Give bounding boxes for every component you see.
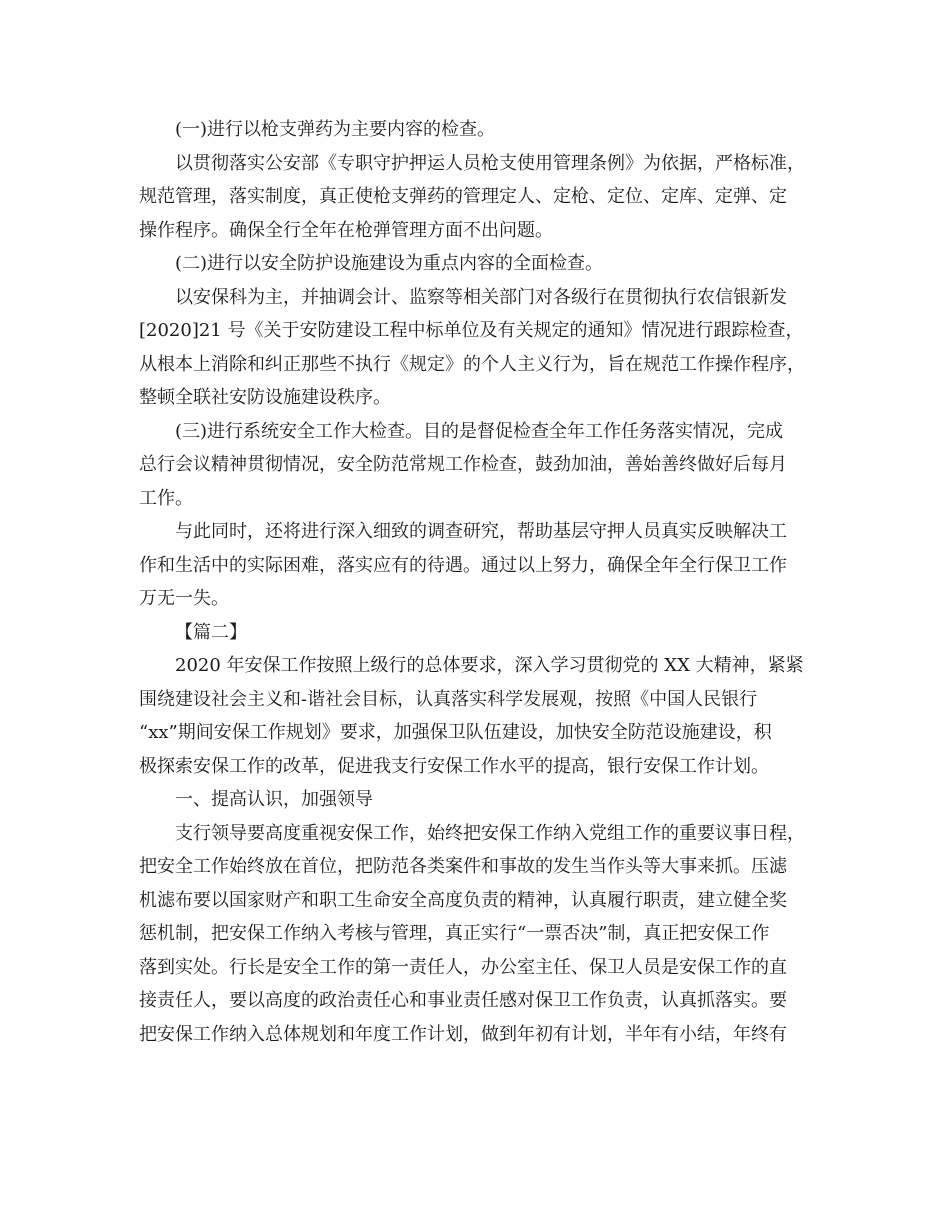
text-line: 以贯彻落实公安部《专职守护押运人员枪支使用管理条例》为依据，严格标准， [175, 152, 805, 174]
text-line: (一)进行以枪支弹药为主要内容的检查。 [175, 119, 496, 140]
text-line: 支行领导要高度重视安保工作，始终把安保工作纳入党组工作的重要议事日程， [175, 822, 805, 844]
text-line: 工作。 [139, 487, 193, 509]
text-line: 惩机制，把安保工作纳入考核与管理，真正实行“一票否决”制，真正把安保工作 [139, 923, 770, 944]
text-line: (三)进行系统安全工作大检查。目的是督促检查全年工作任务落实情况，完成 [175, 420, 784, 442]
text-line: 极探索安保工作的改革，促进我支行安保工作水平的提高，银行安保工作计划。 [139, 755, 769, 777]
text-line: 把安保工作纳入总体规划和年度工作计划，做到年初有计划，半年有小结，年终有 [139, 1023, 787, 1045]
text-line: 作和生活中的实际困难，落实应有的待遇。通过以上努力，确保全年全行保卫工作 [139, 554, 787, 576]
text-line: 万无一失。 [139, 588, 229, 609]
paragraph-p5 [139, 415, 823, 516]
document-body [139, 113, 823, 1051]
text-line: 以安保科为主，并抽调会计、监察等相关部门对各级行在贯彻执行农信银新发 [175, 286, 787, 308]
text-line: 把安全工作始终放在首位，把防范各类案件和事故的发生当作头等大事来抓。压滤 [139, 856, 787, 877]
text-line: 接责任人，要以高度的政治责任心和事业责任感对保卫工作负责，认真抓落实。要 [139, 990, 787, 1011]
text-line: 整顿全联社安防设施建设秩序。 [139, 387, 391, 408]
paragraph-p9 [139, 783, 823, 817]
text-line: 落到实处。行长是安全工作的第一责任人，办公室主任、保卫人员是安保工作的直 [139, 956, 787, 978]
text-line: 2020 年安保工作按照上级行的总体要求，深入学习贯彻党的 XX 大精神，紧紧 [175, 655, 804, 676]
text-line: 一、提高认识，加强领导 [175, 789, 373, 810]
text-line: 围绕建设社会主义和-谐社会目标，认真落实科学发展观，按照《中国人民银行 [139, 688, 758, 710]
text-line: (二)进行以安全防护设施建设为重点内容的全面检查。 [175, 253, 604, 274]
paragraph-p1 [139, 113, 823, 147]
text-line: 与此同时，还将进行深入细致的调查研究，帮助基层守押人员真实反映解决工 [175, 521, 787, 542]
text-line: [2020]21 号《关于安防建设工程中标单位及有关规定的通知》情况进行跟踪检查， [139, 320, 804, 341]
text-line: 规范管理，落实制度，真正使枪支弹药的管理定人、定枪、定位、定库、定弹、定 [139, 186, 787, 207]
paragraph-p8 [139, 649, 823, 783]
paragraph-p4 [139, 281, 823, 415]
paragraph-p2 [139, 147, 823, 248]
text-line: 机滤布要以国家财产和职工生命安全高度负责的精神，认真履行职责，建立健全奖 [139, 889, 787, 911]
text-line: 从根本上消除和纠正那些不执行《规定》的个人主义行为，旨在规范工作操作程序， [139, 353, 805, 375]
paragraph-p6 [139, 515, 823, 616]
paragraph-p10 [139, 817, 823, 1052]
text-line: “xx”期间安保工作规划》要求，加强保卫队伍建设，加快安全防范设施建设，积 [139, 722, 772, 743]
text-line: 操作程序。确保全行全年在枪弹管理方面不出问题。 [139, 219, 553, 241]
paragraph-p3 [139, 247, 823, 281]
text-line: 总行会议精神贯彻情况，安全防范常规工作检查，鼓劲加油，善始善终做好后每月 [139, 454, 787, 475]
paragraph-p7 [139, 616, 823, 650]
text-line: 【篇二】 [175, 621, 247, 643]
